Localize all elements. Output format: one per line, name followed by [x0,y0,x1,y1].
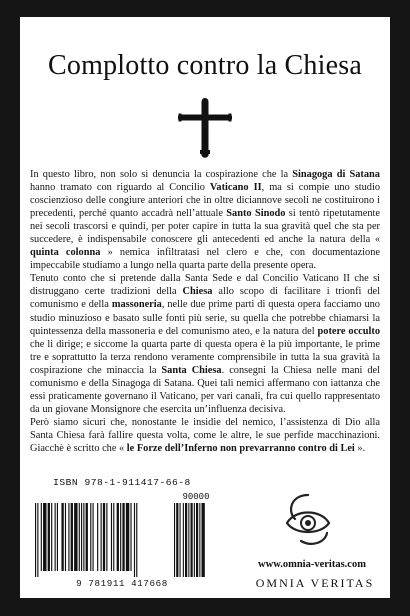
addon-bar [185,503,187,577]
isbn-barcode [29,475,215,595]
barcode-bar [97,503,98,571]
addon-bar [176,503,178,577]
barcode-bar [90,503,91,571]
eye-logo-icon [281,489,335,551]
barcode-bar [117,503,119,571]
barcode-bar [57,503,58,571]
barcode-bar [130,503,131,571]
barcode-bar [51,503,52,571]
addon-bar [199,503,200,577]
barcode-bar [101,503,102,571]
barcode-bar [106,503,107,571]
cross-icon [178,98,232,158]
barcode-bar [68,503,69,571]
barcode-bar [111,503,112,571]
addon-bar [196,503,198,577]
barcode-bar [103,503,105,571]
isbn-label: ISBN 978-1-911417-66-8 [53,477,191,488]
barcode-bar [93,503,94,571]
barcode-bar [71,503,73,571]
barcode-bar [122,503,124,571]
addon-bar [183,503,184,577]
barcode-bar [41,503,42,571]
addon-digits: 90000 [182,492,210,502]
barcode-bar [86,503,88,571]
barcode-bar [83,503,84,571]
addon-bar [174,503,175,577]
barcode-bar [74,503,77,571]
back-cover-blurb [30,168,380,455]
ean-digits: 9 781911 417668 [76,578,168,589]
barcode-bar [65,503,66,571]
frame-left-border [0,0,20,616]
barcode-bar [120,503,121,571]
barcode-bar [136,503,137,577]
barcode-bar [43,503,46,571]
barcode-bar [126,503,129,571]
frame-bottom-border [0,598,410,616]
blurb-paragraph-1: In questo libro, non solo si denuncia la cospirazione che la Sinagoga di Satana hanno tramato con riguardo al Concilio Vaticano II, ma si compie uno studio coscienzioso delle congiure anteriori che in oltre diciannove secoli ne costituirono i precedenti, perché quanto accadrà nell’attuale Santo Sinodo si tentò ripetutamente nei secoli trascorsi e quindi, per poter capire in tutta la sua gravità quel che sta per succedere, è indispensabile conoscere gli antecedenti ed anche la natura della « quinta colonna » nemica infiltratasi nel clero e che, con documentazione impeccabile studiamo a lungo nella quarta parte della presente opera. [30,169,380,272]
publisher-name: OMNIA VERITAS [255,576,375,590]
addon-bar [188,503,189,577]
frame-right-border [390,0,410,616]
addon-bar [194,503,195,577]
barcode-bar [35,503,36,577]
blurb-paragraph-2: Tenuto conto che si pretende dalla Santa Sede e dal Concilio Vaticano II che si distruggano certe tradizioni della Chiesa allo scopo di facilitare i trionfi del comunismo e della massoneria, nelle due prime parti di questa opera facciamo uno studio minuzioso e basato sulle fonti più serie, su quella che potrebbe chiamarsi la quintessenza della massoneria e del comunismo ateo, e la natura del potere occulto che li dirige; e siccome la quarta parte di questa opera è la più importante, le prime tre e soprattutto la terza rendono veramente comprensibile in tutta la sua gravità la cospirazione che minaccia la Santa Chiesa. consegni la Chiesa nelle mani del comunismo e della Sinagoga di Satana. Quei tali nemici affermano con iattanza che essi praticamente governano il Vaticano, per vari canali, fra cui quello rappresentato da un giovane Monsignore che esercita un’influenza decisiva. [30,273,381,415]
barcode-bar [55,503,56,571]
addon-bar [202,503,205,577]
barcode-bar [134,503,135,577]
addon-bar [191,503,193,577]
barcode-bar [79,503,80,571]
addon-bar [180,503,181,577]
frame-top-border [0,0,410,17]
publisher-website[interactable]: www.omnia-veritas.com [258,559,366,570]
barcode-bar [37,503,38,577]
book-title: Complotto contro la Chiesa [48,50,362,81]
barcode-graphic [31,491,213,577]
barcode-bar [48,503,50,571]
barcode-bar [61,503,63,571]
barcode-bar [81,503,82,571]
blurb-paragraph-3: Però siamo sicuri che, nonostante le insidie del nemico, l’assistenza di Dio alla Santa Chiesa farà fallire questa volta, come le altre, le sue perfide macchinazioni. Giacchè è scritto che « le Forze dell’Inferno non prevarranno contro di Lei ». [30,416,380,454]
barcode-bar [113,503,114,571]
